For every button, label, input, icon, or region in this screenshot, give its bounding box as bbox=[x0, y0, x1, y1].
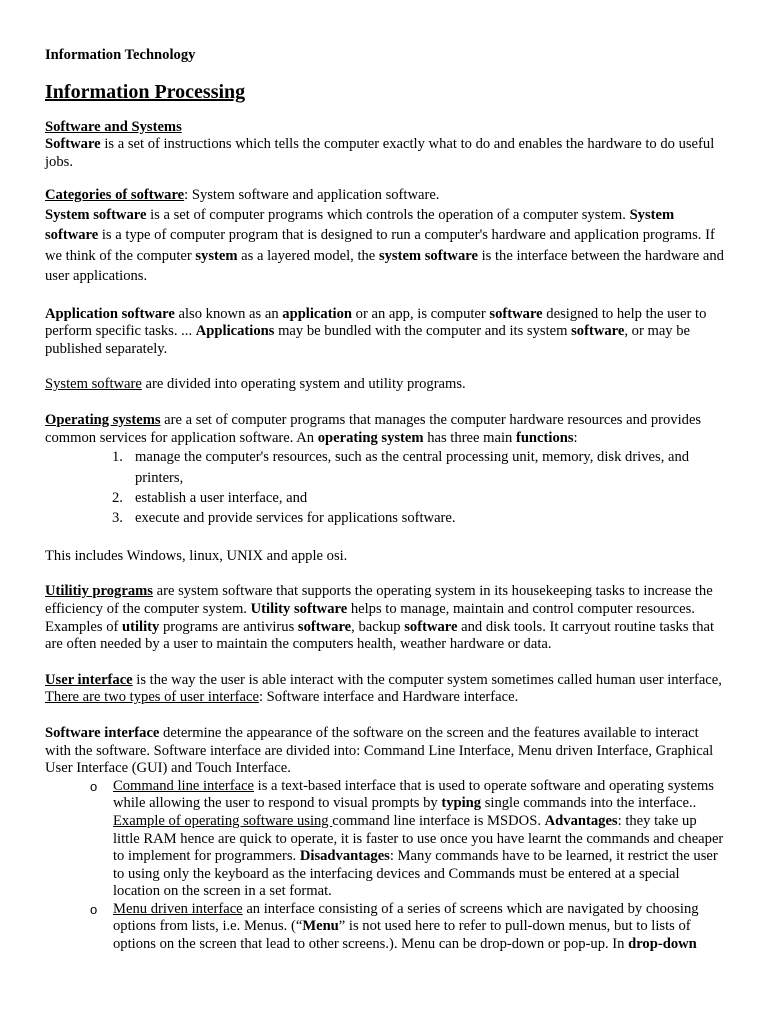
list-text: execute and provide services for applications software. bbox=[135, 510, 456, 527]
text: may be bundled with the computer and its system bbox=[274, 323, 572, 340]
text: helps to manage, maintain and control computer resources. Examples of bbox=[45, 600, 695, 635]
bold-term: Applications bbox=[195, 323, 275, 340]
bold-term: typing bbox=[441, 795, 482, 812]
text: are divided into operating system and utility programs. bbox=[141, 376, 466, 393]
section-divided bbox=[45, 376, 725, 394]
text: , or may be published separately. bbox=[45, 323, 691, 357]
list-item bbox=[45, 508, 725, 528]
bold-term: Software bbox=[45, 136, 101, 153]
list-text: manage the computer's resources, such as the central processing unit, memory, disk drives, and printers, bbox=[135, 449, 690, 486]
functions-list bbox=[45, 447, 725, 529]
paragraph bbox=[45, 205, 725, 287]
text: determine the appearance of the software on the screen and the features available to interact with the software. Software interface are divided into: Command Line Interface, Menu driven Interface, Graphical User Interface (GUI) and Touch Interface. bbox=[45, 724, 714, 777]
list-item bbox=[45, 488, 725, 508]
bold-term: system software bbox=[378, 247, 478, 264]
section-heading: Software interface bbox=[45, 724, 160, 741]
section-application-software bbox=[45, 306, 725, 359]
text: also known as an bbox=[174, 305, 283, 322]
text: : Software interface and Hardware interface. bbox=[258, 689, 519, 706]
text: : they take up little RAM hence are quick to operate, it is faster to use once you have learnt the commands and cheaper to implement for programmers. bbox=[113, 812, 724, 865]
section-heading: Utilitiy programs bbox=[45, 583, 153, 600]
bold-term: software bbox=[297, 618, 352, 635]
bold-term: Menu bbox=[302, 918, 339, 935]
bold-term: Application software bbox=[45, 305, 175, 322]
bold-term: System software bbox=[45, 206, 675, 244]
section-includes bbox=[45, 548, 725, 566]
bold-term: software bbox=[404, 618, 458, 635]
list-number: 1. bbox=[112, 449, 123, 466]
text: is the way the user is able interact with the computer system sometimes called human user interface, bbox=[132, 671, 722, 688]
section-utility bbox=[45, 583, 725, 653]
bullet-marker: o bbox=[90, 901, 98, 917]
text: programs are antivirus bbox=[159, 618, 298, 635]
text: are a set of computer programs that manages the computer hardware resources and provides common services for application software. An bbox=[45, 411, 702, 446]
text: is the interface between the hardware and user applications. bbox=[45, 247, 724, 285]
text: and disk tools. It carryout routine tasks that are often needed by a user to maintain the computers health, weather hardware or data. bbox=[45, 618, 715, 653]
bold-term: system bbox=[195, 247, 238, 264]
paragraph bbox=[45, 376, 725, 394]
underlined-term: There are two types of user interface bbox=[45, 689, 259, 706]
paragraph bbox=[45, 412, 725, 447]
list-item bbox=[45, 447, 725, 488]
text: single commands into the interface.. bbox=[481, 795, 697, 812]
paragraph bbox=[45, 306, 725, 359]
bold-term: Utility software bbox=[250, 600, 348, 617]
list-number: 2. bbox=[112, 489, 123, 506]
page-title: Information Processing bbox=[45, 80, 246, 103]
bold-term: Advantages bbox=[544, 812, 618, 829]
text: : System software and application software. bbox=[184, 187, 440, 204]
text: are system software that supports the operating system in its housekeeping tasks to increase the efficiency of the computer system. bbox=[45, 583, 713, 617]
section-heading: Operating systems bbox=[45, 411, 161, 428]
text: is a set of instructions which tells the computer exactly what to do and enables the hardware to do useful jobs. bbox=[45, 136, 715, 170]
bold-term: drop-down bbox=[628, 936, 697, 953]
list-item-menu-driven bbox=[45, 901, 725, 954]
text: as a layered model, the bbox=[237, 247, 379, 264]
section-heading: Categories of software bbox=[45, 187, 185, 204]
paragraph bbox=[45, 672, 725, 707]
text: is a set of computer programs which controls the operation of a computer system. bbox=[146, 206, 630, 223]
bold-term: utility bbox=[122, 618, 160, 635]
section-software-systems bbox=[45, 119, 725, 172]
text: : bbox=[573, 429, 578, 446]
text: , backup bbox=[351, 618, 405, 635]
bold-term: System software bbox=[45, 206, 147, 223]
bold-term: operating system bbox=[317, 429, 424, 446]
list-number: 3. bbox=[112, 510, 123, 527]
bold-term: software bbox=[489, 305, 543, 322]
text: has three main bbox=[423, 429, 516, 446]
text: is a text-based interface that is used to operate software and operating systems while allowing the user to respond to visual prompts by bbox=[113, 777, 714, 812]
paragraph bbox=[45, 583, 725, 653]
section-heading: Software and Systems bbox=[45, 118, 182, 135]
underlined-term: System software bbox=[45, 376, 142, 393]
paragraph bbox=[45, 187, 725, 205]
interface-list bbox=[45, 778, 725, 954]
text: or an app, is computer bbox=[352, 305, 490, 322]
list-text: establish a user interface, and bbox=[135, 489, 308, 506]
bold-term: Disadvantages bbox=[299, 848, 390, 865]
bold-term: functions bbox=[515, 429, 574, 446]
bold-term: application bbox=[282, 305, 353, 322]
underlined-term: Example of operating software using bbox=[113, 812, 333, 829]
list-item-command-line bbox=[45, 778, 725, 901]
underlined-term: Menu driven interface bbox=[113, 900, 243, 917]
section-software-interface bbox=[45, 725, 725, 954]
section-user-interface bbox=[45, 672, 725, 707]
text: is a type of computer program that is designed to run a computer's hardware and application programs. If we think of the computer bbox=[45, 227, 715, 264]
document-label: Information Technology bbox=[45, 47, 196, 63]
paragraph bbox=[45, 725, 725, 778]
paragraph: This includes Windows, linux, UNIX and apple osi. bbox=[45, 547, 348, 564]
paragraph bbox=[45, 136, 725, 171]
text: : Many commands have to be learned, it restrict the user to using only the keyboard as the interfacing devices and Commands must be entered at a special location on the screen in a set format. bbox=[113, 848, 718, 900]
bold-term: software bbox=[571, 323, 625, 340]
text: designed to help the user to perform specific tasks. ... bbox=[45, 305, 707, 340]
section-categories bbox=[45, 187, 725, 286]
underlined-term: Command line interface bbox=[113, 777, 255, 794]
section-operating-systems bbox=[45, 412, 725, 529]
section-heading: User interface bbox=[45, 671, 133, 688]
text: an interface consisting of a series of screens which are navigated by choosing options from lists, i.e. Menus. (“ bbox=[113, 900, 699, 935]
text: command line interface is MSDOS. bbox=[332, 812, 545, 829]
bullet-marker: o bbox=[90, 778, 98, 794]
document-page bbox=[45, 47, 725, 954]
text: ” is not used here to refer to pull-down menus, but to lists of options on the screen that lead to other screens.). Menu can be drop-down or pop-up. In bbox=[113, 918, 691, 953]
